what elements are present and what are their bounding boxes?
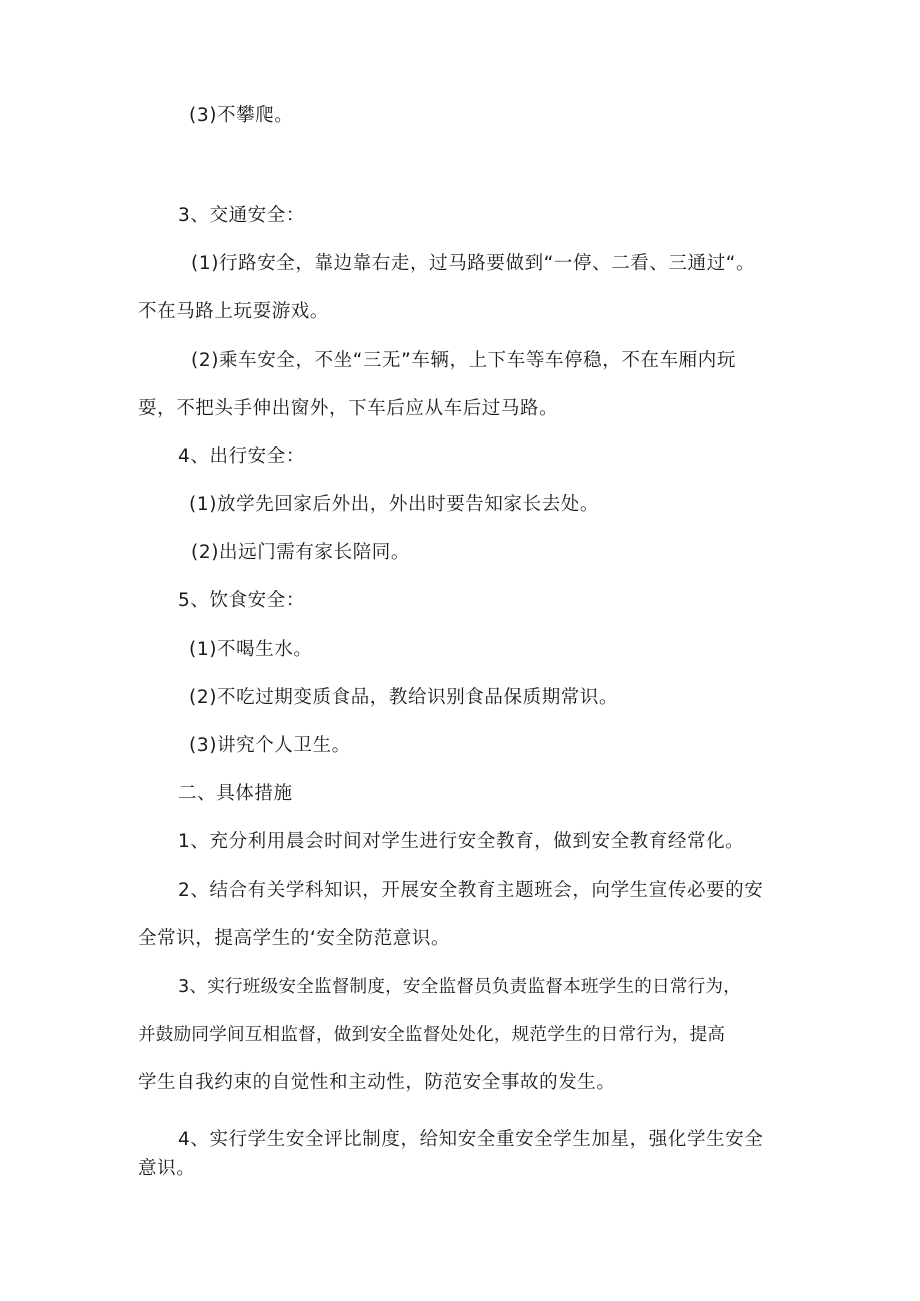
section-heading-travel-safety: 4、出行安全： (178, 446, 305, 467)
section-heading-food-safety: 5、饮食安全： (178, 590, 305, 611)
section-heading-measures: 二、具体措施 (178, 783, 293, 804)
text-line-6: 耍，不把头手伸出窗外，下车后应从车后过马路。 (138, 398, 559, 419)
text-line-8: (1)放学先回家后外出，外出时要告知家长去处。 (189, 494, 600, 515)
text-line-3: (1)行路安全，靠边靠右走，过马路要做到“一停、二看、三通过“。 (191, 253, 756, 274)
text-line-12: (2)不吃过期变质食品，教给识别食品保质期常识。 (189, 687, 619, 708)
text-line-21: 4、实行学生安全评比制度，给知安全重安全学生加星，强化学生安全 (178, 1129, 764, 1150)
text-line-5: (2)乘车安全，不坐“三无”车辆，上下车等车停稳，不在车厢内玩 (191, 350, 736, 371)
text-line-17: 全常识，提高学生的‘安全防范意识。 (138, 928, 451, 949)
text-line-16: 2、结合有关学科知识，开展安全教育主题班会，向学生宣传必要的安 (178, 880, 764, 901)
text-line-11: (1)不喝生水。 (189, 639, 313, 660)
text-line-9: (2)出远门需有家长陪同。 (191, 542, 411, 563)
text-line-20: 学生自我约束的自觉性和主动性，防范安全事故的发生。 (138, 1072, 616, 1093)
text-line-15: 1、充分利用晨会时间对学生进行安全教育，做到安全教育经常化。 (178, 831, 745, 852)
text-line-4: 不在马路上玩耍游戏。 (138, 301, 330, 322)
text-line-1: (3)不攀爬。 (189, 105, 294, 126)
text-line-19: 并鼓励同学间互相监督，做到安全监督处处化，规范学生的日常行为，提高 (138, 1025, 726, 1045)
text-line-22: 意识。 (138, 1158, 196, 1179)
text-line-13: (3)讲究个人卫生。 (189, 735, 351, 756)
text-line-18: 3、实行班级安全监督制度，安全监督员负责监督本班学生的日常行为， (178, 977, 742, 997)
section-heading-traffic-safety: 3、交通安全： (178, 205, 305, 226)
